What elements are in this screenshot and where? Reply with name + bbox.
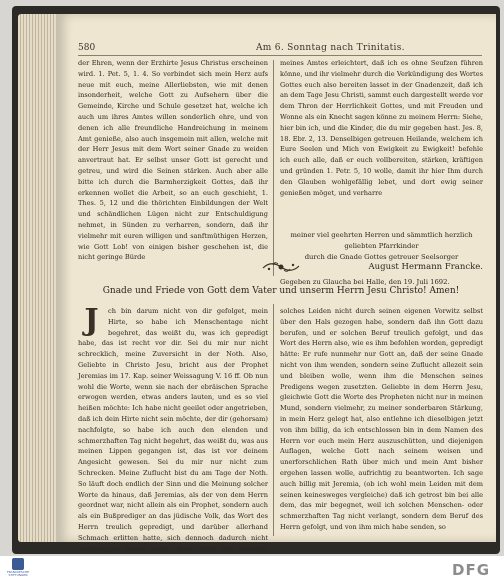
top-left-paragraph: der Ehren, wenn der Erzhirte Jesus Christus erscheinen wird. 1. Pet. 5, 1. 4. So verbindet sich mein Herz aufs neue mit euch, meine Allerliebsten, wie mit denen insonderheit, welche Gott zu Aufsehern über die Gemeinde, Kirche und Schule gesetzet hat, welche ich auch um ihres Amtes willen sonderlich ehre, und von denen ich alle freundliche Handreichung in meinem Amt genieße, also auch insgemein mit allen, welche mit der Herr Jesus mit dem Wort seiner Gnade zu weiden anvertraut hat. Er selbst unser Gott ist gerecht und getreu, und wird die Seinen stärken. Auch aber alle bitte ich durch die Barmherzigkeit Gottes, daß ihr erkennen wollet die Arbeit, so an euch geschieht, 1. Thes. 5, 12 und die thörichten Einbildungen der Welt und schändlichen Lügen nicht zur Entschuldigung nehmet, in Sünden zu verharren, sondern, daß ihr vielmehr mit euren willigen und sanftmüthigen Herzen, wie Gott Lob! von einigen bisher geschehen ist, die nicht geringe Bürde: [78, 59, 268, 262]
drop-cap-initial: J: [84, 303, 99, 338]
bottom-left-paragraph: ch bin darum nicht von dir gefolget, mein Hirte, so habe ich Menschentage nicht begehret, das weißt du, was ich gepredigt habe, das ist recht vor dir. Sei du mir nur nicht schrecklich, meine Zuversicht in der Noth. Also, Geliebte in Christo Jesu, bricht aus der Prophet Jeremias im 17. Kap. seiner Weissagung V. 16 ff. Ob nun wohl die Worte, wenn sie nach der ebräischen Sprache erwogen werden, etwas anders lauten, und es so viel heißen möchte: Ich habe nicht geeilet oder angetrieben, daß ich dein Hirte nicht sein möchte, der dir (gehorsam) nachfolgte, so habe ich auch den elenden und schmerzhaften Tag nicht begehrt, das weißt du, was aus meinen Lippen gegangen ist, das ist vor deinem Angesicht gewesen. Sei du mir nur nicht zum Schrecken. Meine Zuflucht bist du am Tage der Noth. So läuft doch endlich der Sinn und die Meinung solcher Worte da hinaus, daß Jeremias, als der von dem Herrn geordnet war, nicht allein als ein Prophet, sondern auch als ein Bußprediger an das jüdische Volk, das Wort des Herrn treulich gepredigt, und darüber allerhand Schmach erlitten hatte, sich dennoch dadurch nicht abschrecken lassen wollte, dem Herrn sich vielmehr: [78, 307, 268, 553]
dfg-logo: DFG: [452, 561, 491, 579]
signature-by: durch die Gnade Gottes getreuer Seelsorger: [304, 252, 459, 261]
page-header: [78, 43, 482, 56]
page-edges: [18, 14, 58, 542]
bottom-right-column: [280, 306, 483, 534]
top-right-column: [280, 58, 483, 228]
column-divider-top: [273, 60, 274, 276]
top-right-paragraph: meines Amtes erleichtert, daß ich es ohne Seufzen führen könne, und ihr vielmehr durch die Verkündigung des Wortes Gottes euch also bereiten lasset in der Gnadenzeit, daß ich an dem Tage Jesu Christi, sammt euch dargestellt werde vor dem Thron der Herrlichkeit Gottes, und mit Freuden und Wonne als ein Knecht sagen könne zu meinem Herrn: Siehe, hier bin ich, und die Kinder, die du mir gegeben hast. Jes. 8, 18. Ebr. 2, 13. Denselbigen getreuen Heilande, welchem ich Eure Seelen und Mich von Ewigkeit zu Ewigkeit! befehle ich euch alle, daß er euch vollbereiten, stärken, kräftigen und gründen 1. Petr. 5, 10 wolle, damit ihr hier Ihm durch den Glauben wohlgefällig lebet, und dort ewig seiner genießen möget, und verharre: [280, 59, 483, 197]
signature-closing: meiner viel geehrten Herren und sämmtlich herzlich geliebten Pfarrkinder: [290, 231, 473, 250]
bottom-right-paragraph: solches Leiden nicht durch seinen eigenen Vorwitz selbst über den Hals gezogen habe, sondern daß ihn Gott dazu berufen, und er solchen Beruf treulich gefolgt, und das Wort des Herrn also, wie es ihm befohlen worden, gepredigt hätte: Er rufe nunmehr nur Gott an, daß der seine Gnade nicht von ihm wenden, sondern seine Zuflucht allezeit sein und bleiben wolle, wenn ihm die Menschen seines Predigens wegen zusetzten. Geliebte in dem Herrn Jesu, gleichwie Gott die Worte des Propheten nicht nur in meinen Mund, sondern vielmehr, zu meiner sonderbaren Stärkung, in mein Herz gelegt hat, also entlehne ich dieselbigen jetzt von ihm billig, da ich entschlossen bin in dem Namen des Herrn vor euch mein Herz auszuschütten, und diejenigen Auflagen, welche Gott nach seinem weisen und unerforschlichen Rath über mich und mein Amt bisher ergehen lassen wolle, aufrichtig zu beantworten. Ich sage auch billig mit Jeremia, (ob ich wohl mein Leiden mit dem seinen keinesweges vergleiche) daß ich getrost bin bei alle dem, das mir begegnet, weil ich solchen Menschen- oder schmerzhaften Tag nicht verlangt, sondern dem Beruf des Herrn gefolgt, und von ihm mich habe senden, so: [280, 307, 483, 531]
running-title: Am 6. Sonntag nach Trinitatis.: [256, 43, 405, 53]
franckesche-stiftungen-logo: [4, 558, 32, 582]
signature-block: [280, 230, 483, 288]
top-left-column: [78, 58, 268, 280]
signature-name: August Hermann Francke.: [368, 262, 483, 273]
bottom-left-column: [78, 303, 268, 553]
page-number: 580: [78, 43, 96, 53]
viewer-footer: [0, 556, 504, 584]
foundation-emblem-icon: [12, 558, 24, 570]
signature-date: Gegeben zu Glaucha bei Halle, den 19. Juli 1692.: [280, 278, 450, 287]
column-divider-bottom: [273, 304, 274, 536]
floral-ornament-icon: [261, 258, 301, 276]
sermon-greeting: Gnade und Friede von Gott dem Vater und unserm Herrn Jesu Christo! Amen!: [102, 286, 460, 296]
foundation-logo-text: FRANCKESCHE STIFTUNGEN: [6, 570, 30, 578]
book-page: [56, 14, 496, 553]
